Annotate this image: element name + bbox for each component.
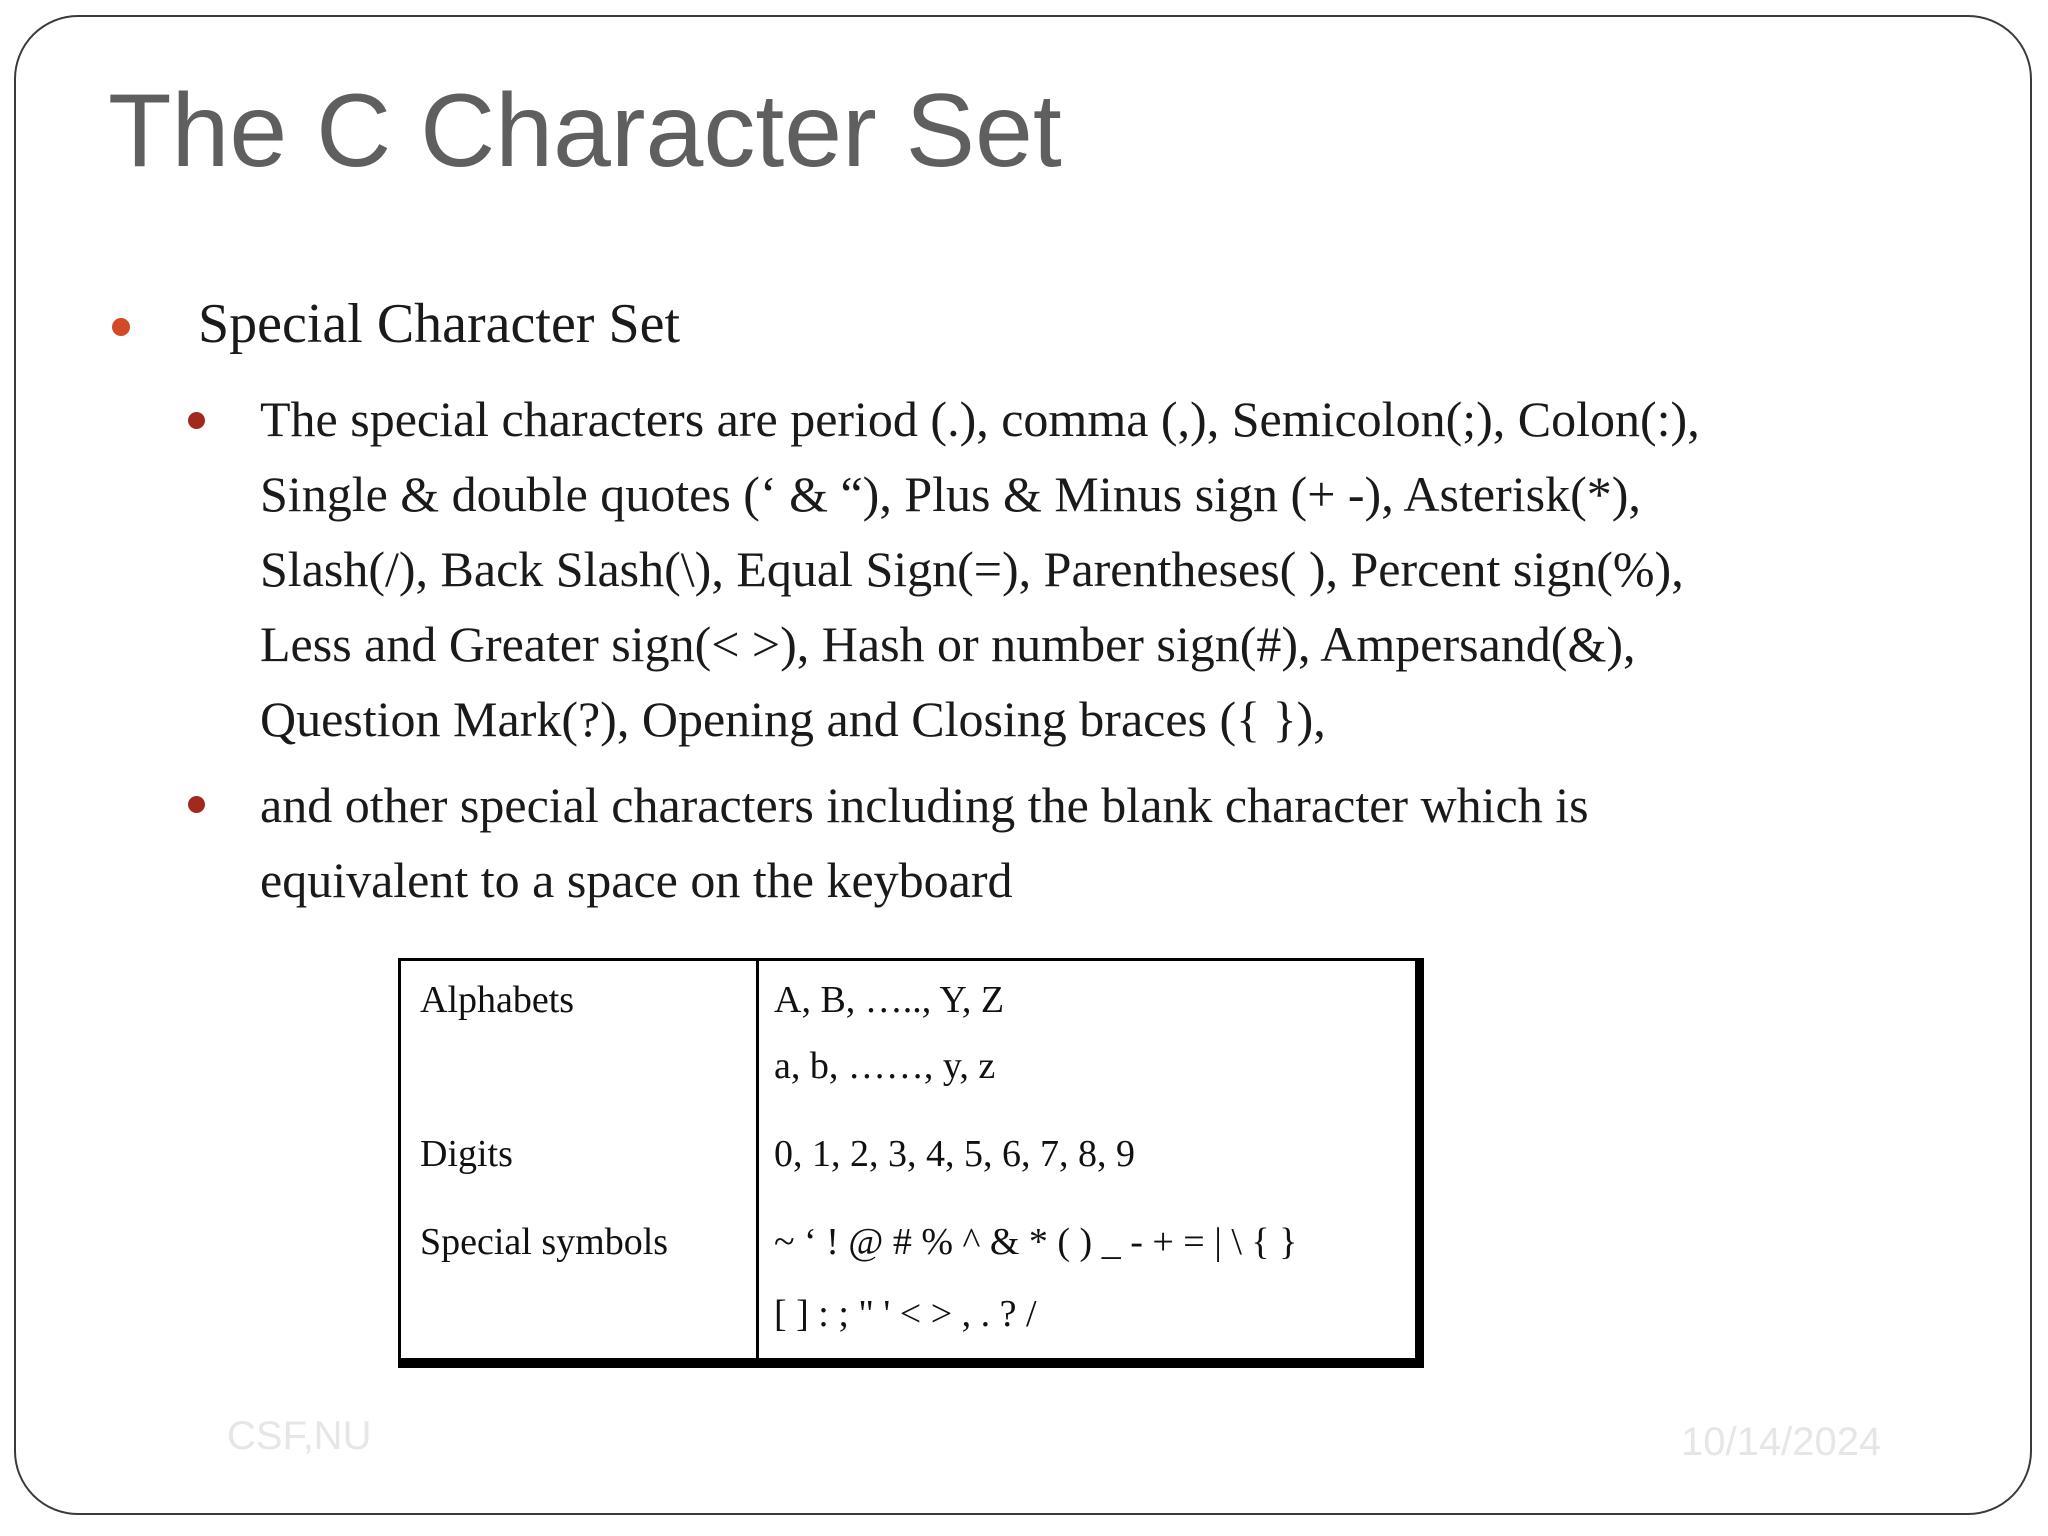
slide-title: The C Character Set	[108, 73, 1062, 189]
table-value-digits: 0, 1, 2, 3, 4, 5, 6, 7, 8, 9	[774, 1133, 1135, 1175]
footer-organization: CSF,NU	[227, 1414, 372, 1458]
table-value-lowercase: a, b, ……, y, z	[774, 1045, 996, 1087]
sub-bullet-icon	[188, 796, 205, 813]
bullet-level1-text: Special Character Set	[198, 293, 681, 355]
sub-bullet-icon	[188, 412, 205, 429]
table-value-uppercase: A, B, ….., Y, Z	[774, 979, 1005, 1021]
text-line: Less and Greater sign(< >), Hash or number sign(#), Ampersand(&),	[260, 616, 1636, 672]
text-line: The special characters are period (.), comma (,), Semicolon(;), Colon(:),	[260, 391, 1700, 447]
table-row-label-digits: Digits	[420, 1133, 513, 1175]
text-line: equivalent to a space on the keyboard	[260, 852, 1013, 908]
sub-bullet-text-blank-character	[260, 768, 1960, 918]
sub-bullet-text-special-characters	[260, 382, 1960, 757]
table-row-label-alphabets: Alphabets	[420, 979, 575, 1021]
table-value-symbols-2: [ ] : ; " ' < > , . ? /	[774, 1293, 1037, 1335]
table-value-symbols-1: ~ ‘ ! @ # % ^ & * ( ) _ - + = | \ { }	[774, 1221, 1298, 1263]
text-line: Slash(/), Back Slash(\), Equal Sign(=), Parentheses( ), Percent sign(%),	[260, 541, 1684, 597]
bullet-icon	[112, 318, 130, 336]
text-line: Single & double quotes (‘ & “), Plus & Minus sign (+ -), Asterisk(*),	[260, 466, 1641, 522]
text-line: and other special characters including the blank character which is	[260, 777, 1589, 833]
footer-date: 10/14/2024	[1681, 1420, 1882, 1464]
table-row-label-special-symbols: Special symbols	[420, 1221, 669, 1263]
text-line: Question Mark(?), Opening and Closing braces ({ }),	[260, 691, 1326, 747]
